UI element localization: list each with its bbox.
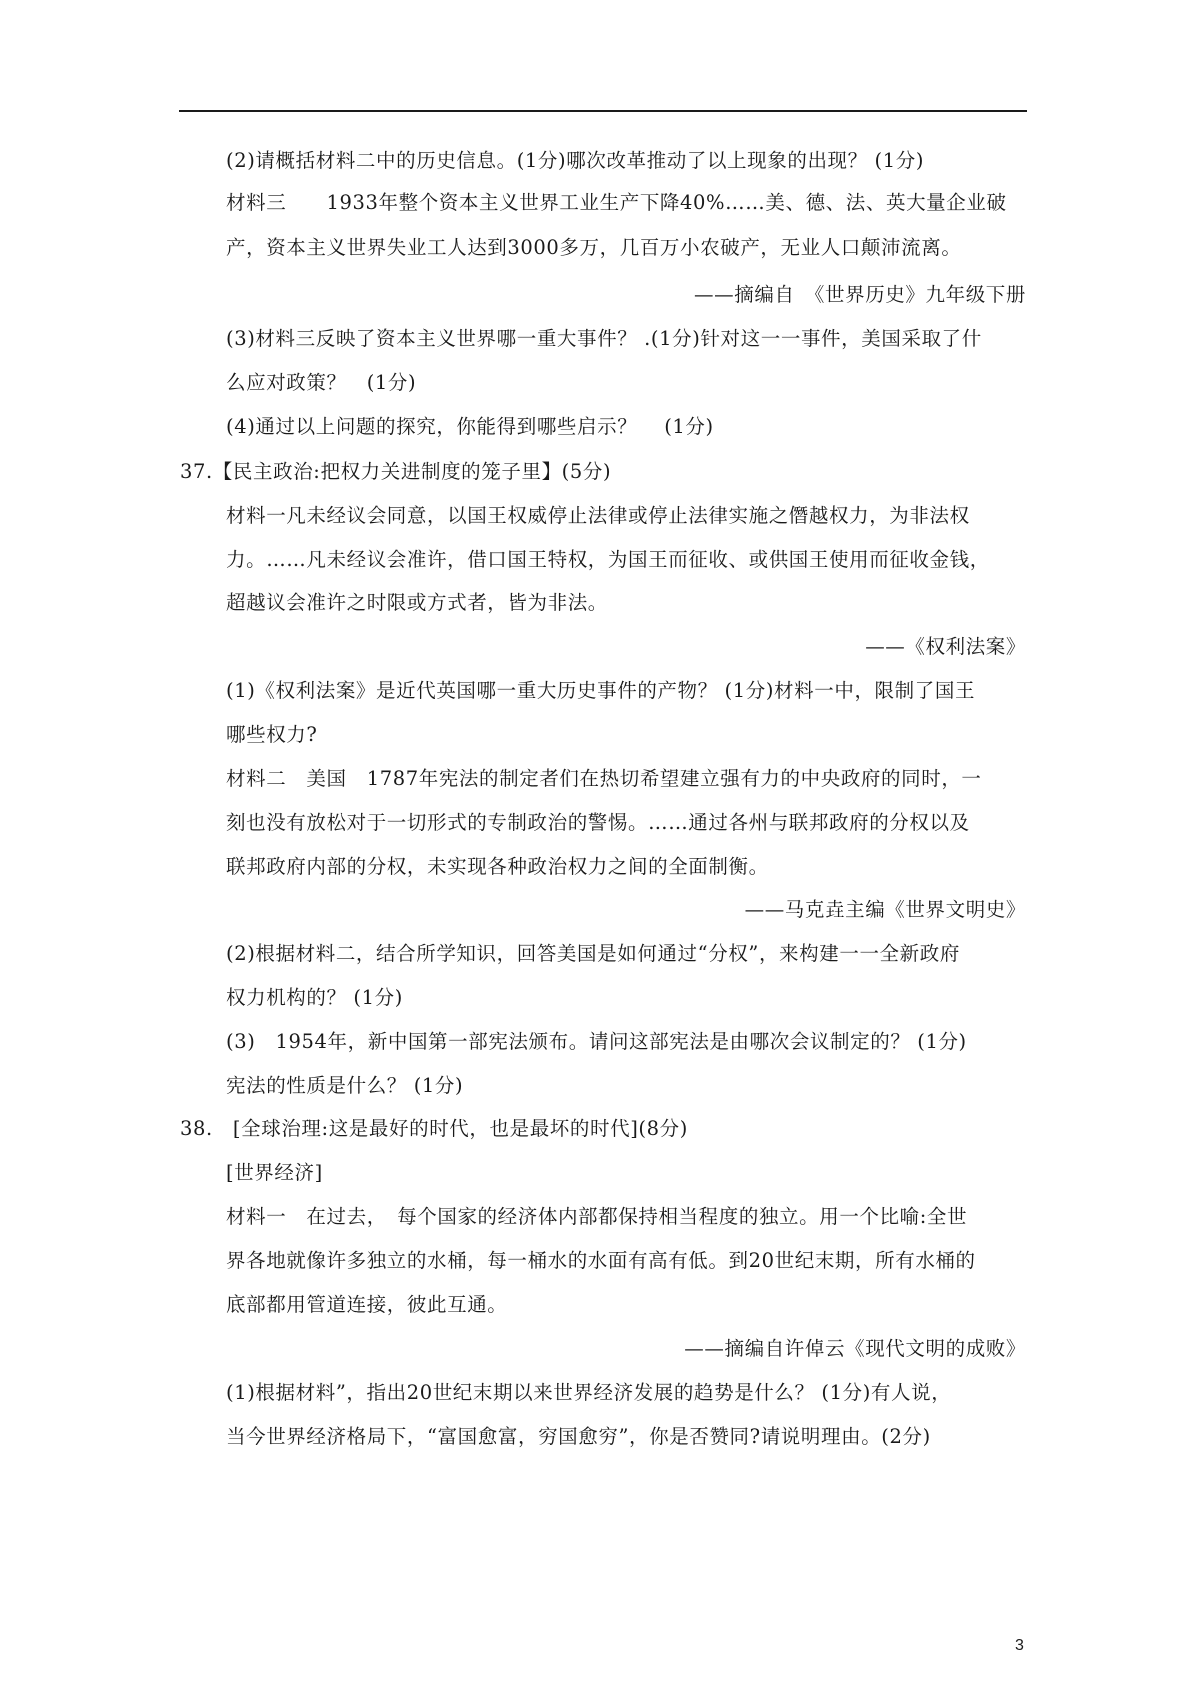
question-37-3-line-1: (3) 1954年，新中国第一部宪法颁布。请问这部宪法是由哪次会议制定的？ (1分) bbox=[226, 1030, 967, 1053]
question-37-1-line-1: (1)《权利法案》是近代英国哪一重大历史事件的产物？ (1分)材料一中，限制了国王 bbox=[226, 679, 976, 702]
section-world-economy: [世界经济] bbox=[226, 1161, 323, 1184]
q37-material-2-line-1: 材料二 美国 1787年宪法的制定者们在热切希望建立强有力的中央政府的同时，一 bbox=[226, 767, 982, 790]
q37-material-1-line-3: 超越议会准许之时限或方式者，皆为非法。 bbox=[226, 591, 608, 614]
q38-material-1-source: ——摘编自许倬云《现代文明的成败》 bbox=[684, 1337, 1026, 1360]
question-36-3-line-1: (3)材料三反映了资本主义世界哪一重大事件？ .(1分)针对这一一事件，美国采取了什 bbox=[226, 327, 982, 350]
q37-material-1-line-2: 力。……凡未经议会准许，借口国王特权，为国王而征收、或供国王使用而征收金钱， bbox=[226, 548, 990, 571]
question-37-3-line-2: 宪法的性质是什么？ (1分) bbox=[226, 1074, 464, 1097]
question-38-1-line-1: (1)根据材料”，指出20世纪末期以来世界经济发展的趋势是什么？ (1分)有人说， bbox=[226, 1381, 952, 1404]
question-36-3-line-2: 么应对政策？ (1分) bbox=[226, 371, 417, 394]
q37-material-2-source: ——马克垚主编《世界文明史》 bbox=[744, 898, 1026, 921]
q38-material-1-line-1: 材料一 在过去， 每个国家的经济体内部都保持相当程度的独立。用一个比喻:全世 bbox=[226, 1205, 968, 1228]
question-38-1-line-2: 当今世界经济格局下，“富国愈富，穷国愈穷”，你是否赞同?请说明理由。(2分) bbox=[226, 1425, 931, 1448]
page-number: 3 bbox=[1015, 1637, 1024, 1654]
header-rule bbox=[179, 110, 1027, 112]
question-38-title: 38. [全球治理:这是最好的时代，也是最坏的时代](8分) bbox=[180, 1117, 688, 1140]
question-37-title: 37.【民主政治:把权力关进制度的笼子里】(5分) bbox=[180, 460, 612, 483]
question-36-2: (2)请概括材料二中的历史信息。(1分)哪次改革推动了以上现象的出现？ (1分) bbox=[226, 149, 925, 172]
material-3-source: ——摘编自 《世界历史》九年级下册 bbox=[694, 283, 1026, 306]
q38-material-1-line-3: 底部都用管道连接，彼此互通。 bbox=[226, 1293, 508, 1316]
q37-material-2-line-3: 联邦政府内部的分权，未实现各种政治权力之间的全面制衡。 bbox=[226, 855, 769, 878]
q38-material-1-line-2: 界各地就像许多独立的水桶，每一桶水的水面有高有低。到20世纪末期，所有水桶的 bbox=[226, 1249, 976, 1272]
q37-material-1-line-1: 材料一凡未经议会同意，以国王权威停止法律或停止法律实施之僭越权力，为非法权 bbox=[226, 504, 970, 527]
material-3-line-2: 产，资本主义世界失业工人达到3000多万，几百万小农破产，无业人口颠沛流离。 bbox=[226, 236, 962, 259]
question-36-4: (4)通过以上问题的探究，你能得到哪些启示？ (1分) bbox=[226, 415, 714, 438]
material-3-line-1: 材料三 1933年整个资本主义世界工业生产下降40%……美、德、法、英大量企业破 bbox=[226, 191, 1007, 214]
question-37-2-line-2: 权力机构的？ (1分) bbox=[226, 986, 403, 1009]
q37-material-1-source: ——《权利法案》 bbox=[865, 635, 1026, 658]
question-37-1-line-2: 哪些权力? bbox=[226, 723, 318, 746]
q37-material-2-line-2: 刻也没有放松对于一切形式的专制政治的警惕。……通过各州与联邦政府的分权以及 bbox=[226, 811, 970, 834]
question-37-2-line-1: (2)根据材料二，结合所学知识，回答美国是如何通过“分权”，来构建一一全新政府 bbox=[226, 942, 960, 965]
